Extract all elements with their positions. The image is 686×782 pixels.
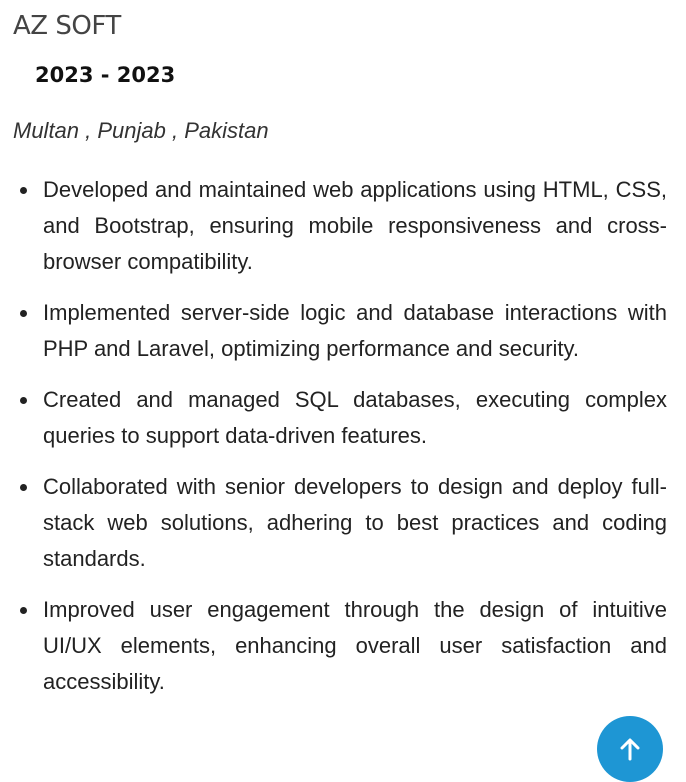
bullet-icon [20, 310, 27, 317]
duty-item [43, 592, 667, 700]
company-name: AZ SOFT [13, 11, 121, 41]
scroll-to-top-button[interactable] [597, 716, 663, 782]
bullet-icon [20, 607, 27, 614]
duty-text: Collaborated with senior developers to design and deploy full-stack web solutions, adhering to best practices and coding standards. [43, 474, 667, 571]
job-dates: 2023 - 2023 [35, 63, 176, 87]
arrow-up-icon [619, 737, 641, 761]
bullet-icon [20, 187, 27, 194]
duty-text: Created and managed SQL databases, executing complex queries to support data-driven features. [43, 387, 667, 448]
duty-item [43, 172, 667, 280]
job-location: Multan , Punjab , Pakistan [13, 118, 269, 143]
duty-item [43, 382, 667, 454]
bullet-icon [20, 397, 27, 404]
duty-text: Developed and maintained web applications using HTML, CSS, and Bootstrap, ensuring mobile responsiveness and cross-browser compatibility. [43, 177, 667, 274]
duty-text: Improved user engagement through the design of intuitive UI/UX elements, enhancing overall user satisfaction and accessibility. [43, 597, 667, 694]
duty-item [43, 469, 667, 577]
duty-item [43, 295, 667, 367]
duties-list [0, 172, 667, 715]
bullet-icon [20, 484, 27, 491]
duty-text: Implemented server-side logic and database interactions with PHP and Laravel, optimizing performance and security. [43, 300, 667, 361]
